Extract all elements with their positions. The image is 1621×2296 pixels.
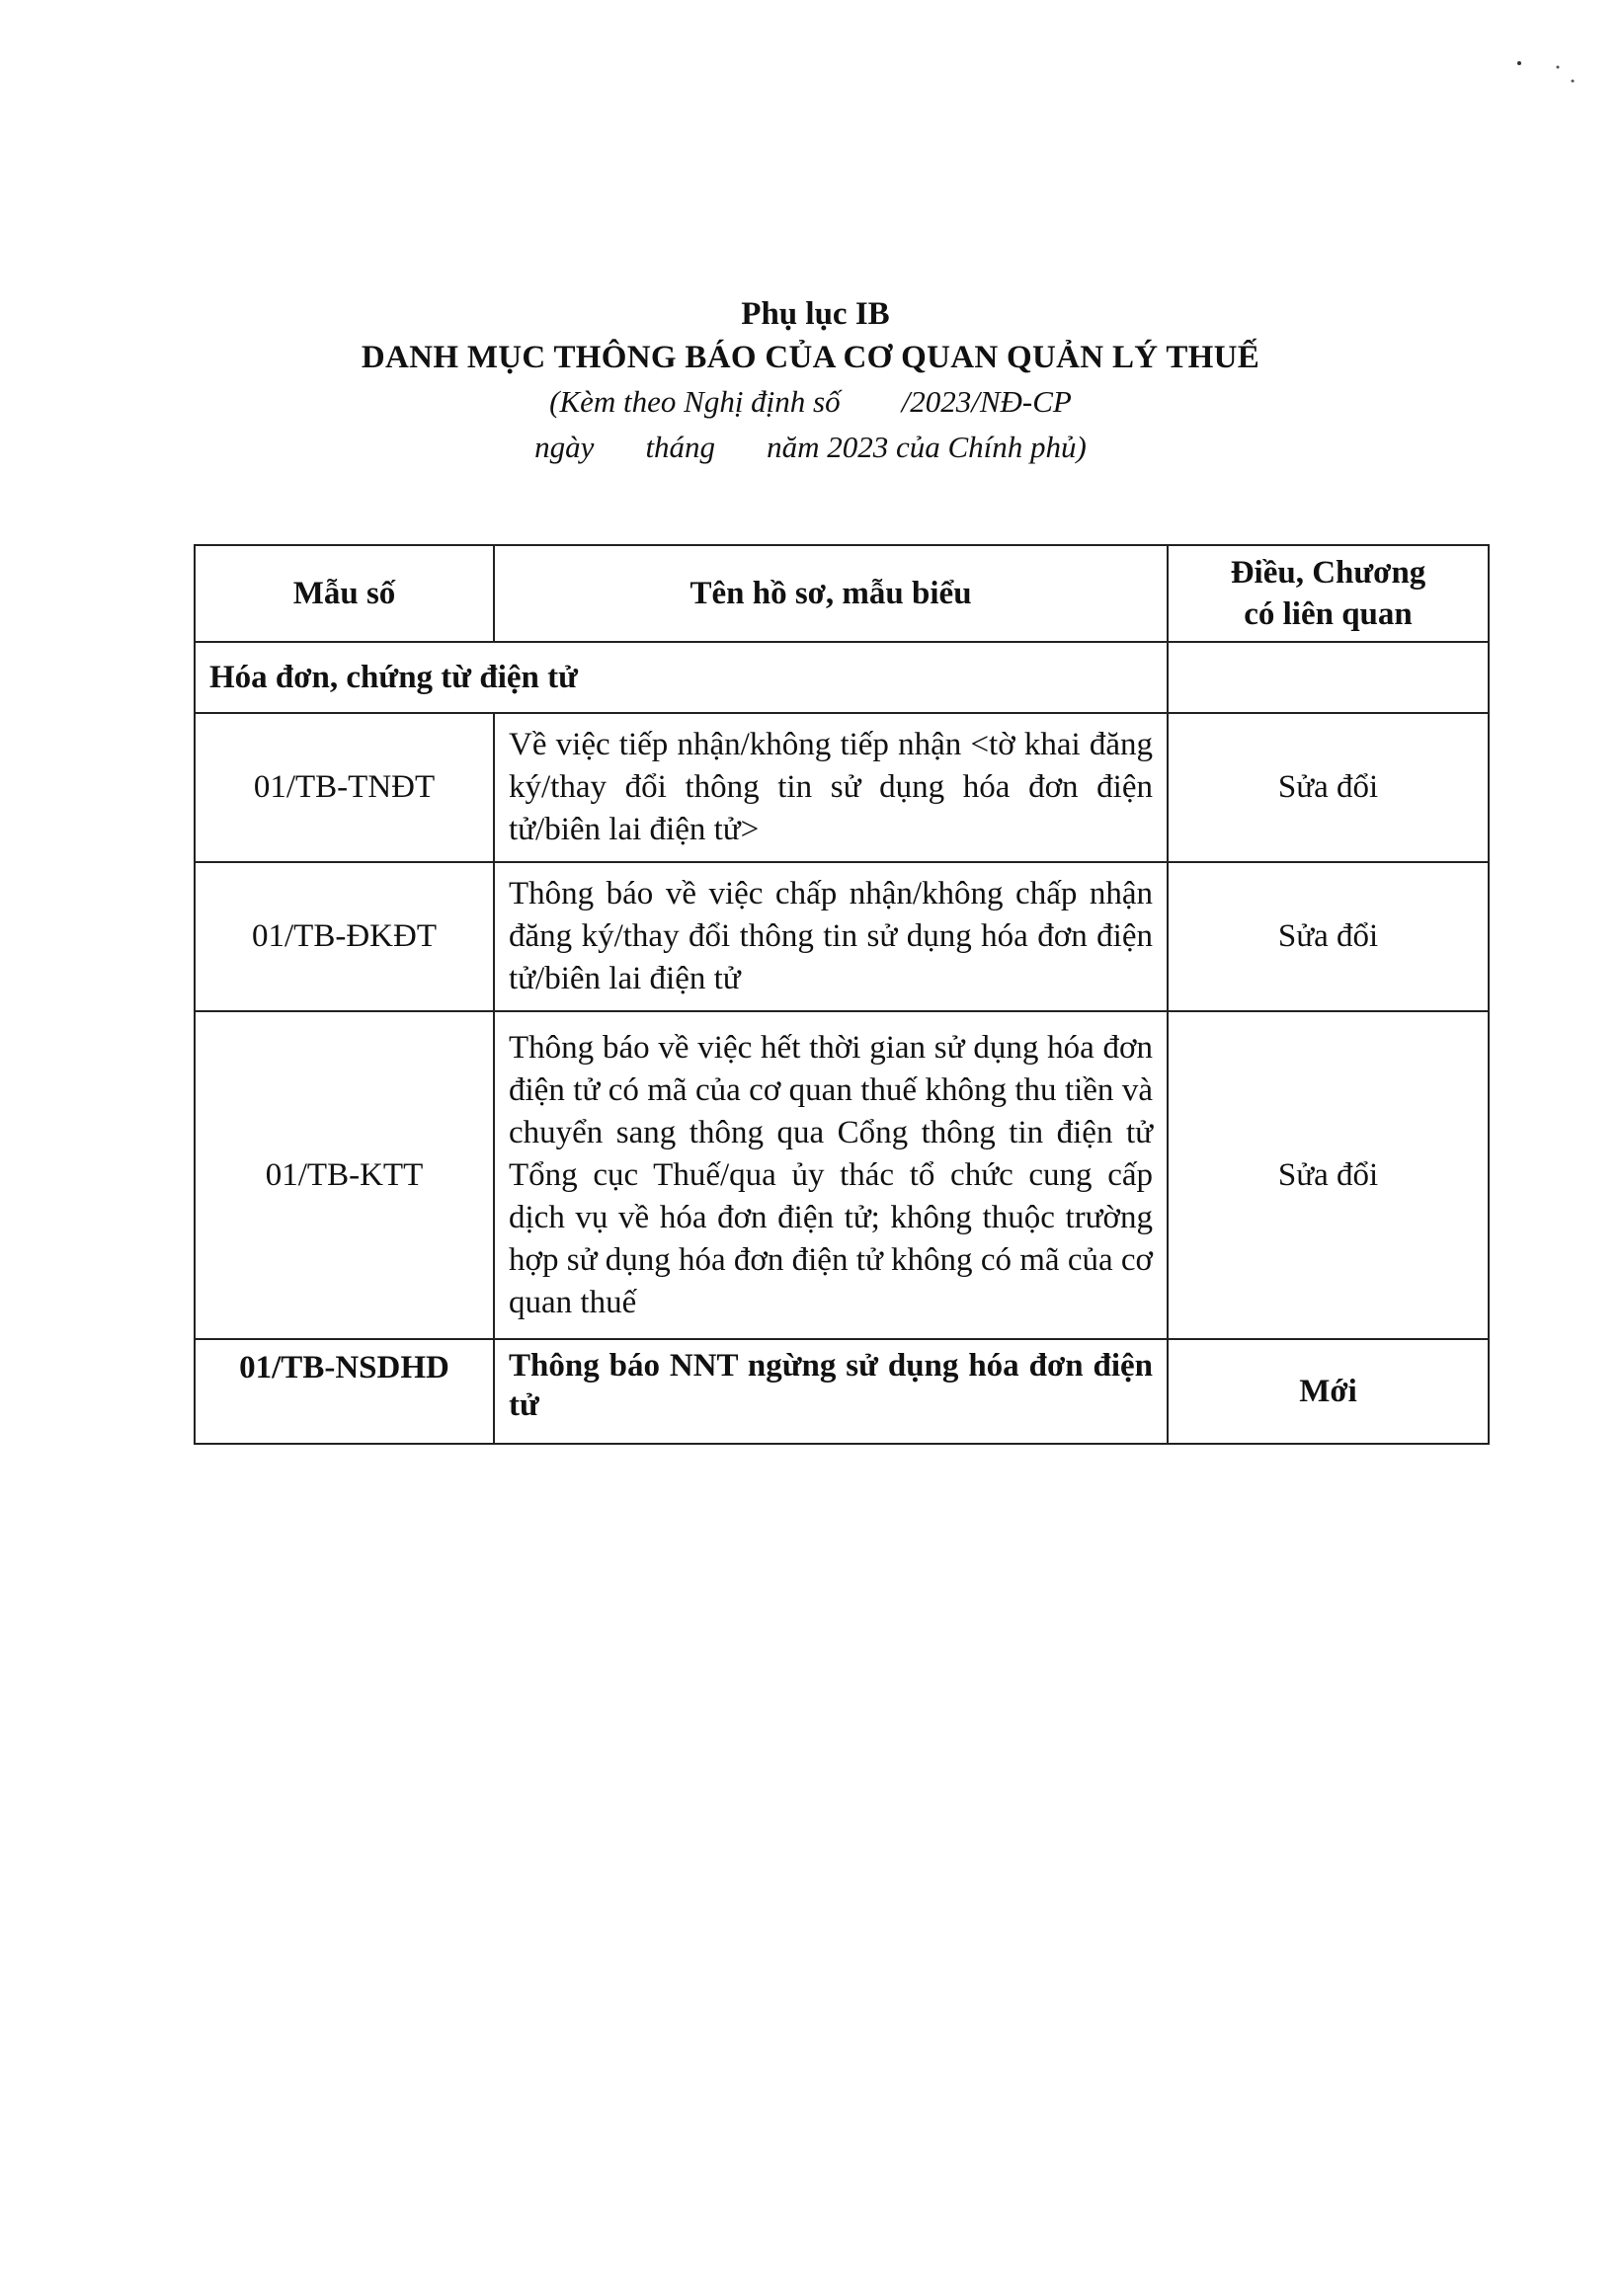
- date-month-label: tháng: [645, 430, 716, 464]
- change-status: Sửa đổi: [1168, 713, 1489, 862]
- section-row: [195, 642, 1489, 713]
- section-title: Hóa đơn, chứng từ điện tử: [195, 642, 1168, 713]
- table-row: [195, 1339, 1489, 1444]
- form-code: 01/TB-KTT: [195, 1011, 494, 1339]
- table-row: [195, 713, 1489, 862]
- related-article-line-2: có liên quan: [1244, 596, 1413, 632]
- change-status: Mới: [1168, 1339, 1489, 1444]
- form-name: Về việc tiếp nhận/không tiếp nhận <tờ khai đăng ký/thay đổi thông tin sử dụng hóa đơn điện tử/biên lai điện tử>: [494, 713, 1168, 862]
- form-name: Thông báo NNT ngừng sử dụng hóa đơn điện tử: [494, 1339, 1168, 1444]
- table-row: [195, 862, 1489, 1011]
- form-code: 01/TB-TNĐT: [195, 713, 494, 862]
- appendix-label: Phụ lục IB: [741, 296, 890, 332]
- table-row: [195, 1011, 1489, 1339]
- attached-prefix: (Kèm theo Nghị định số: [549, 384, 841, 419]
- date-day-label: ngày: [534, 430, 595, 464]
- form-code: 01/TB-NSDHD: [195, 1339, 494, 1444]
- related-article-line-1: Điều, Chương: [1230, 555, 1426, 591]
- table-header-row: [195, 545, 1489, 642]
- change-status: Sửa đổi: [1168, 1011, 1489, 1339]
- column-header-related-article: [1168, 545, 1489, 642]
- issue-date-line: [0, 425, 1621, 470]
- change-status: Sửa đổi: [1168, 862, 1489, 1011]
- notice-catalog-table: [194, 544, 1490, 1445]
- document-header: [0, 292, 1621, 470]
- date-rest: năm 2023 của Chính phủ): [767, 430, 1087, 464]
- attached-decree-line: [0, 379, 1621, 425]
- section-empty-cell: [1168, 642, 1489, 713]
- column-header-form-number: Mẫu số: [195, 545, 494, 642]
- form-code: 01/TB-ĐKĐT: [195, 862, 494, 1011]
- document-title: DANH MỤC THÔNG BÁO CỦA CƠ QUAN QUẢN LÝ THUẾ: [361, 340, 1260, 375]
- attached-suffix: /2023/NĐ-CP: [901, 384, 1072, 419]
- scan-speck-marks: [1511, 57, 1590, 87]
- form-name: Thông báo về việc hết thời gian sử dụng hóa đơn điện tử có mã của cơ quan thuế không thu tiền và chuyển sang thông qua Cổng thông tin điện tử Tổng cục Thuế/qua ủy thác tổ chức cung cấp dịch vụ về hóa đơn điện tử; không thuộc trường hợp sử dụng hóa đơn điện tử không có mã của cơ quan thuế: [494, 1011, 1168, 1339]
- form-name: Thông báo về việc chấp nhận/không chấp nhận đăng ký/thay đổi thông tin sử dụng hóa đơn điện tử/biên lai điện tử: [494, 862, 1168, 1011]
- column-header-form-name: Tên hồ sơ, mẫu biểu: [494, 545, 1168, 642]
